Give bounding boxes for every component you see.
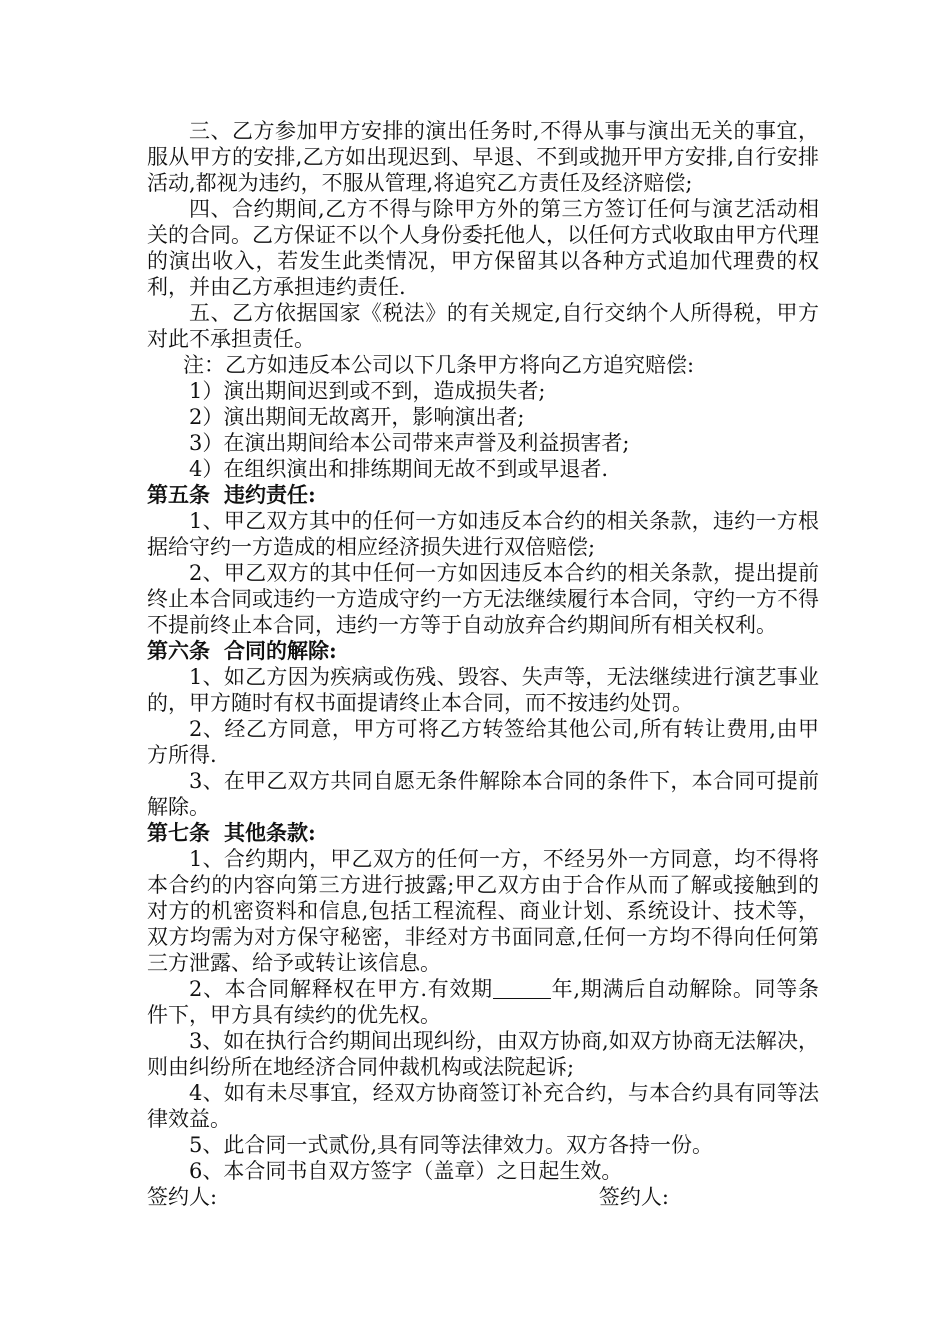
- note-item: 1）演出期间迟到或不到，造成损失者;: [189, 379, 546, 403]
- article7-item: 3、如在执行合约期间出现纠纷，由双方协商,如双方协商无法解决，则由纠纷所在地经济合同仲裁机构或法院起诉;: [147, 1029, 819, 1079]
- article5-item: 2、甲乙双方的其中任何一方如因违反本合约的相关条款，提出提前终止本合同或违约一方造成守约一方无法继续履行本合同，守约一方不得不提前终止本合同，违约一方等于自动放弃合约期间所有相关权利。: [147, 561, 819, 637]
- article5-number: 第五条: [147, 482, 210, 507]
- signature-row: [147, 1184, 819, 1210]
- article6-item: 2、经乙方同意，甲方可将乙方转签给其他公司,所有转让费用,由甲方所得.: [147, 717, 819, 767]
- article7-number: 第七条: [147, 820, 210, 845]
- article7-item: 5、此合同一式贰份,具有同等法律效力。双方各持一份。: [189, 1133, 714, 1157]
- note-item: 2）演出期间无故离开，影响演出者;: [189, 405, 525, 429]
- note-item: 3）在演出期间给本公司带来声誉及利益损害者;: [189, 431, 630, 455]
- article6-item: 1、如乙方因为疾病或伤残、毁容、失声等，无法继续进行演艺事业的，甲方随时有权书面提请终止本合同，而不按违约处罚。: [147, 665, 819, 715]
- article5-title: 违约责任:: [224, 482, 316, 507]
- article7-item-1: 1、合约期内，甲乙双方的任何一方，不经另外一方同意，均不得将本合约的内容向第三方进行披露;甲乙双方由于合作从而了解或接触到的对方的机密资料和信息,包括工程流程、商业计划、系统设计、技术等，双方均需为对方保守秘密，非经对方书面同意,任何一方均不得向任何第三方泄露、给予或转让该信息。: [147, 847, 819, 975]
- article5-item: 1、甲乙双方其中的任何一方如违反本合约的相关条款，违约一方根据给守约一方造成的相应经济损失进行双倍赔偿;: [147, 509, 819, 559]
- note-item: 4）在组织演出和排练期间无故不到或早退者.: [189, 457, 609, 481]
- signatory-left: 签约人:: [147, 1185, 218, 1209]
- article6-heading: [147, 638, 819, 664]
- article4-item-4: 四、合约期间,乙方不得与除甲方外的第三方签订任何与演艺活动相关的合同。乙方保证不以个人身份委托他人，以任何方式收取由甲方代理的演出收入，若发生此类情况，甲方保留其以各种方式追加代理费的权利，并由乙方承担违约责任.: [147, 197, 819, 299]
- article7-heading: [147, 820, 819, 846]
- article7-item-2: 2、本合同解释权在甲方.有效期 年,期满后自动解除。同等条件下，甲方具有续约的优先权。: [147, 977, 819, 1027]
- article7-title: 其他条款:: [224, 820, 316, 845]
- article6-number: 第六条: [147, 638, 210, 663]
- article7-item: 6、本合同书自双方签字（盖章）之日起生效。: [189, 1159, 623, 1183]
- contract-page: [147, 118, 819, 1210]
- article4-item-3: 三、乙方参加甲方安排的演出任务时,不得从事与演出无关的事宜，服从甲方的安排,乙方如出现迟到、早退、不到或抛开甲方安排,自行安排活动,都视为违约，不服从管理,将追究乙方责任及经济赔偿;: [147, 119, 819, 195]
- article4-item-5: 五、乙方依据国家《税法》的有关规定,自行交纳个人所得税，甲方对此不承担责任。: [147, 301, 819, 351]
- term-blank-line: [493, 978, 551, 999]
- note-intro: 注：乙方如违反本公司以下几条甲方将向乙方追究赔偿:: [183, 353, 695, 377]
- signatory-right: 签约人:: [598, 1185, 669, 1209]
- article6-title: 合同的解除:: [224, 638, 337, 663]
- article6-item: 3、在甲乙双方共同自愿无条件解除本合同的条件下，本合同可提前解除。: [147, 769, 819, 819]
- article5-heading: [147, 482, 819, 508]
- article7-item: 4、如有未尽事宜，经双方协商签订补充合约，与本合约具有同等法律效益。: [147, 1081, 819, 1131]
